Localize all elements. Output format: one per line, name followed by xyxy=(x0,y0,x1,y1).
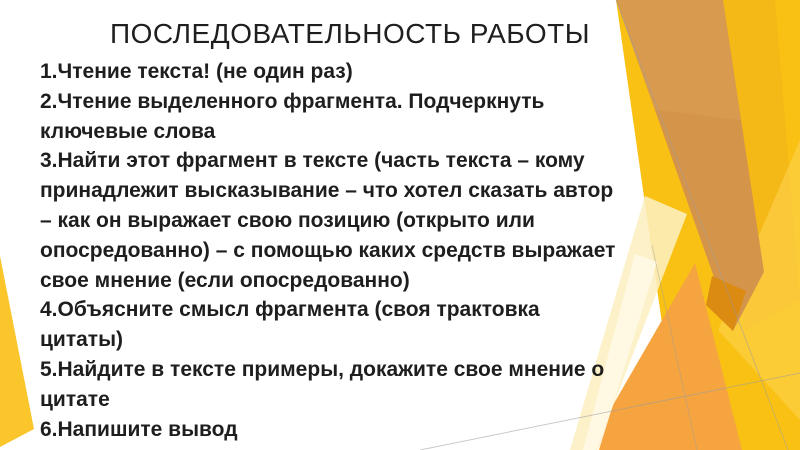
slide-title: ПОСЛЕДОВАТЕЛЬНОСТЬ РАБОТЫ xyxy=(109,18,590,49)
body-line-3: ключевые слова xyxy=(40,119,216,143)
body-line-5: принадлежит высказывание – что хотел сказать автор xyxy=(40,179,614,203)
left-edge-yellow-wedge xyxy=(0,256,34,447)
slide-body-text xyxy=(40,57,670,444)
body-line-11: 5.Найдите в тексте примеры, докажите свое мнение о xyxy=(40,357,605,381)
body-line-8: свое мнение (если опосредованно) xyxy=(40,268,410,292)
body-line-13: 6.Напишите вывод xyxy=(40,417,238,441)
body-line-2: 2.Чтение выделенного фрагмента. Подчеркнуть xyxy=(40,89,545,113)
body-line-10: цитаты) xyxy=(40,328,123,352)
body-line-9: 4.Объясните смысл фрагмента (своя трактовка xyxy=(40,298,540,322)
body-line-6: – как он выражает свою позицию (открыто или xyxy=(40,208,535,232)
body-line-4: 3.Найти этот фрагмент в тексте (часть текста – кому xyxy=(40,149,585,173)
body-line-12: цитате xyxy=(40,387,110,411)
body-line-1: 1.Чтение текста! (не один раз) xyxy=(40,60,353,83)
body-line-7: опосредованно) – с помощью каких средств выражает xyxy=(40,238,616,262)
